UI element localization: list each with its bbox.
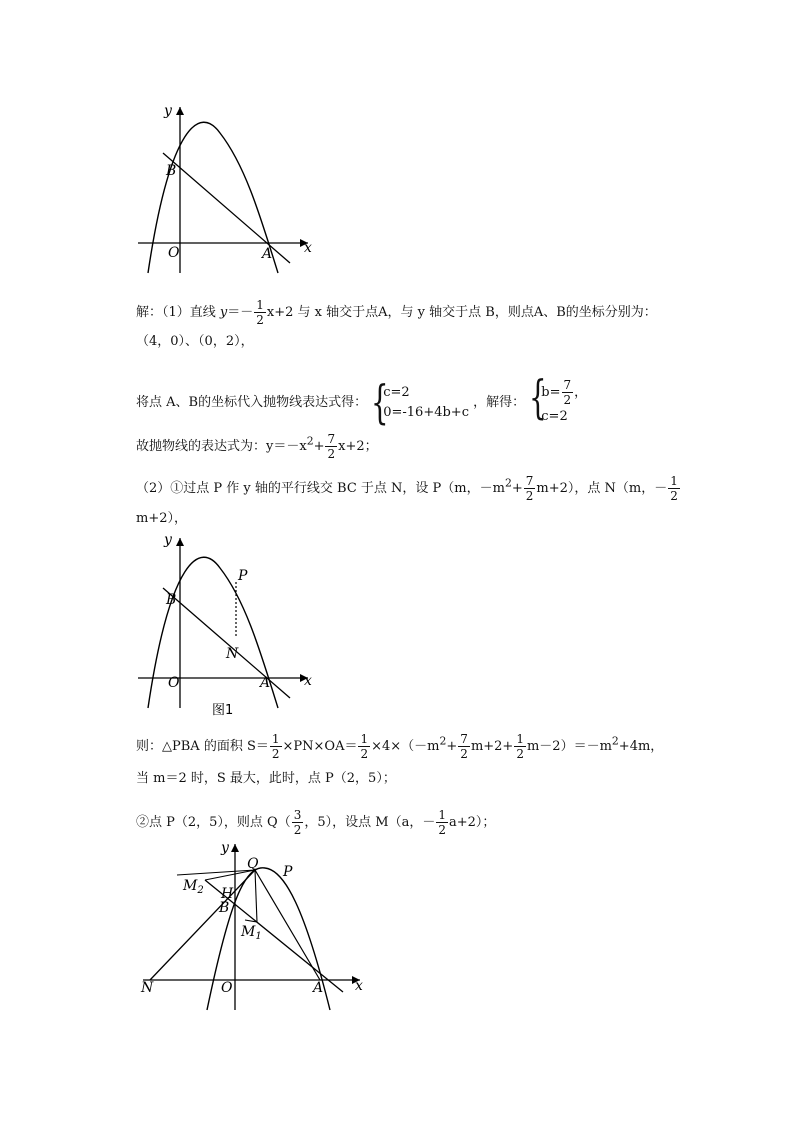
text: x+2 与 x 轴交于点A，与 y 轴交于点 B，则点A、B的坐标分别为：: [266, 305, 657, 320]
max-line: 当 m＝2 时，S 最大，此时，点 P（2，5）；: [136, 771, 396, 786]
svg-text:H: H: [221, 886, 234, 902]
figure-3-graph: [135, 840, 375, 1020]
svg-text:P: P: [238, 568, 248, 584]
text: y: [219, 305, 228, 320]
svg-text:x: x: [355, 978, 363, 994]
solution-line-2: （4，0）、（0，2），: [136, 334, 254, 349]
text: 解：（1）直线: [136, 305, 220, 320]
text: ，解得：: [473, 395, 526, 410]
figure-1-graph: [130, 95, 330, 280]
figure-1: [130, 95, 330, 280]
solution-line-5: （2）①过点 P 作 y 轴的平行线交 BC 于点 N，设 P（m，$-m^2+$ $\frac{7}{2}$ m+2），点 N（m，－ $\frac{1}{2}$: [136, 474, 678, 503]
svg-text:B: B: [219, 900, 230, 916]
svg-text:M2: $M_2$: [183, 878, 204, 896]
figure-2: [130, 530, 330, 720]
svg-text:O: O: [221, 980, 233, 996]
svg-text:x: x: [304, 673, 312, 689]
svg-text:N: N: [226, 646, 239, 662]
solution-line-6: m+2），: [136, 511, 187, 526]
q-line: ②点 P（2，5），则点 Q（ $\frac{3}{2}$ ，5），设点 M（a，－ $\frac{1}{2}$ a+2）；: [136, 808, 496, 837]
svg-text:P: P: [283, 864, 293, 880]
y-label: y: [164, 103, 172, 119]
svg-text:A: A: [260, 675, 271, 691]
point-a-label: A: [262, 246, 273, 262]
svg-text:Q: Q: [247, 856, 259, 872]
y-axis-arrow: [176, 107, 184, 115]
solution-line-1: [136, 298, 657, 327]
svg-text:B: B: [166, 592, 177, 608]
figure-caption: 图1: [212, 703, 234, 718]
x-label: x: [304, 240, 312, 256]
point-b-label: B: [166, 163, 177, 179]
figure-3: [135, 840, 375, 1020]
text: ＝－: [227, 305, 254, 320]
solution-line-3: [136, 370, 588, 429]
text: 将点 A、B的坐标代入抛物线表达式得：: [136, 395, 368, 410]
fraction: $\frac{1}{2}$: [256, 298, 264, 327]
origin-label: O: [168, 245, 180, 261]
figure-2-graph: [130, 530, 330, 720]
svg-text:A: A: [313, 980, 324, 996]
svg-text:M1: $M_1$: [241, 924, 262, 942]
svg-text:N: N: [141, 980, 154, 996]
svg-text:O: O: [168, 675, 180, 691]
svg-text:y: y: [164, 532, 172, 548]
system-2: { b= $\frac{7}{2}$ ， c=2: [529, 370, 588, 424]
solution-line-4: 故抛物线的表达式为：$y=-x^2+$ $\frac{7}{2}$ x+2；: [136, 432, 378, 461]
area-line: 则：△PBA 的面积 S＝ $\frac{1}{2}$ ×PN×OA＝ $\frac{1}{2}$ $\times 4\times(-m^2+$ $\frac{7}{2}$ m+2+ $\frac{1}{2}$ $m-2)=-m^2+4m$，: [136, 732, 664, 761]
system-1: { c=2 0=-16+4b+c: [371, 374, 469, 429]
svg-text:y: y: [221, 840, 229, 856]
